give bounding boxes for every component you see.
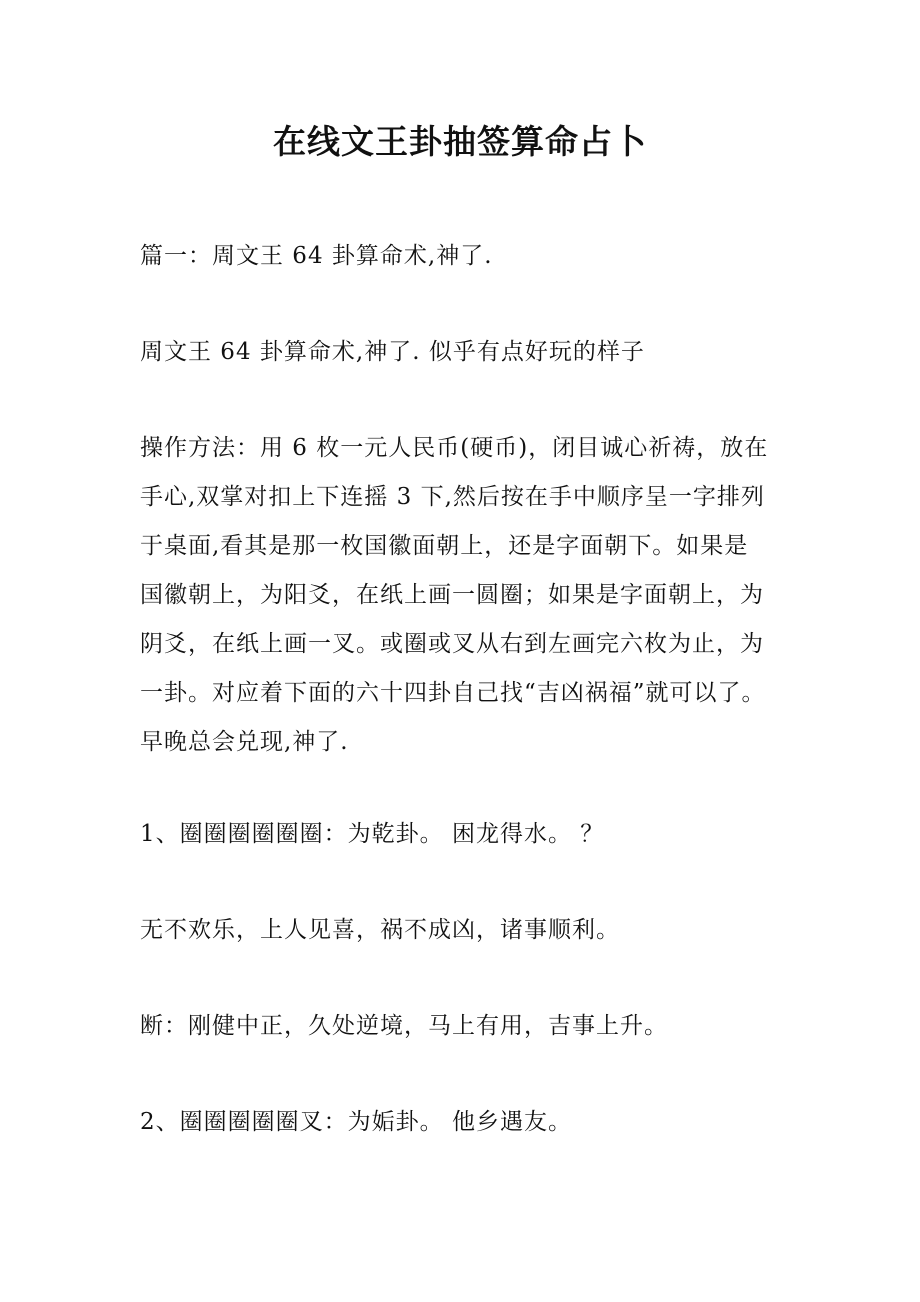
method-line: 阴爻，在纸上画一叉。或圈或叉从右到左画完六枚为止，为	[140, 631, 764, 657]
section-heading: 篇一：周文王 64 卦算命术,神了.	[140, 243, 493, 269]
document-title: 在线文王卦抽签算命占卜	[273, 122, 647, 161]
hexagram-1-judgement: 断：刚健中正，久处逆境，马上有用，吉事上升。	[140, 1013, 668, 1039]
method-line: 于桌面,看其是那一枚国徽面朝上，还是字面朝下。如果是	[140, 533, 749, 559]
hexagram-1-text: 无不欢乐，上人见喜，祸不成凶，诸事顺利。	[140, 917, 620, 943]
method-line: 一卦。对应着下面的六十四卦自己找“吉凶祸福”就可以了。	[140, 680, 766, 706]
hexagram-2-title: 2、圈圈圈圈圈叉：为姤卦。 他乡遇友。	[140, 1109, 572, 1135]
method-paragraph	[140, 424, 782, 767]
intro-paragraph: 周文王 64 卦算命术,神了. 似乎有点好玩的样子	[140, 339, 645, 365]
method-line: 手心,双掌对扣上下连摇 3 下,然后按在手中顺序呈一字排列	[140, 484, 765, 510]
method-line: 早晚总会兑现,神了.	[140, 729, 349, 755]
method-line: 操作方法：用 6 枚一元人民币(硬币)，闭目诚心祈祷，放在	[140, 435, 769, 461]
hexagram-1-title: 1、圈圈圈圈圈圈：为乾卦。 困龙得水。 ？	[140, 821, 605, 847]
method-line: 国徽朝上，为阳爻，在纸上画一圆圈；如果是字面朝上，为	[140, 582, 764, 608]
